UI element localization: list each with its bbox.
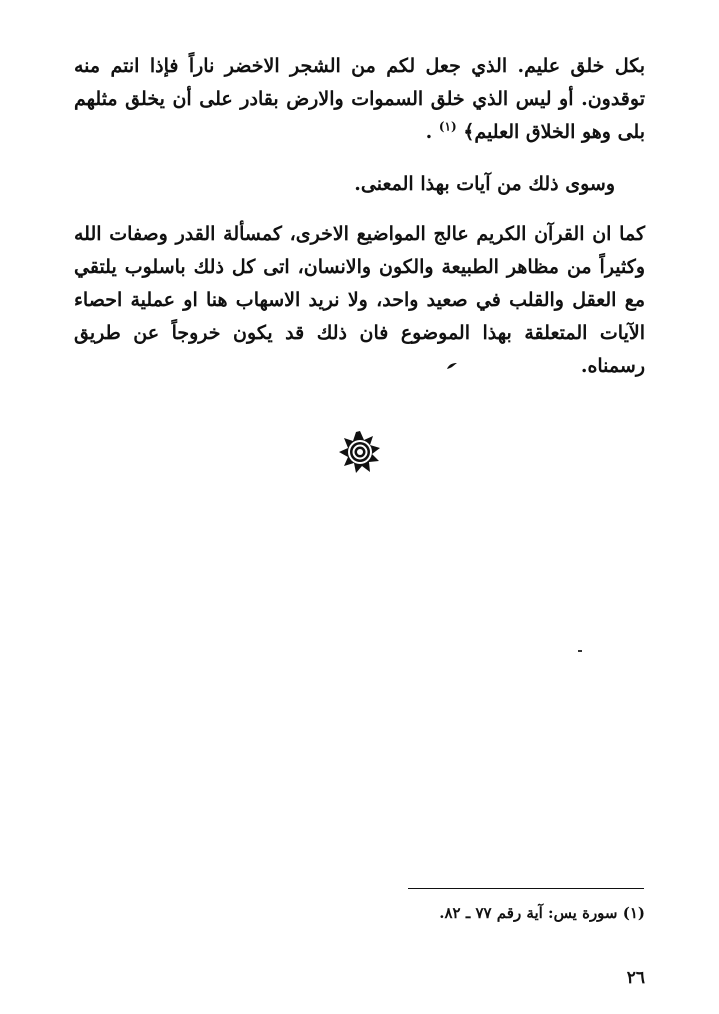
star-ornament-icon xyxy=(338,430,382,474)
scan-speck xyxy=(578,650,582,652)
paragraph-other-verses: وسوى ذلك من آيات بهذا المعنى. xyxy=(354,173,615,195)
footnote: (١) سورة يس: آية رقم ٧٧ ـ ٨٢. xyxy=(439,904,645,922)
paragraph-quran-topics: كما ان القرآن الكريم عالج المواضيع الاخرى، كمسألة القدر وصفات الله وكثيراً من مظاهر الطبيعة والكون والانسان، اتى كل ذلك باسلوب يلتقي مع العقل والقلب في صعيد واحد، ولا نريد الاسهاب هنا او عملية احصاء الآيات المتعلقة بهذا الموضوع فان ذلك قد يكون خروجاً عن طريق رسمناه. xyxy=(74,223,645,377)
footnote-marker: (١) xyxy=(438,119,457,134)
paragraph-quran-verse xyxy=(74,50,645,149)
page-number: ٢٦ xyxy=(626,968,645,988)
footnote-divider xyxy=(408,888,644,889)
verse-end-punctuation: . xyxy=(425,121,433,143)
ink-mark-icon xyxy=(446,362,458,370)
verse-text: بكل خلق عليم. الذي جعل لكم من الشجر الاخضر ناراً فإذا انتم منه توقدون. أو ليس الذي خلق السموات والارض بقادر على أن يخلق مثلهم بلى وهو الخلاق العليم﴾ xyxy=(74,55,645,143)
